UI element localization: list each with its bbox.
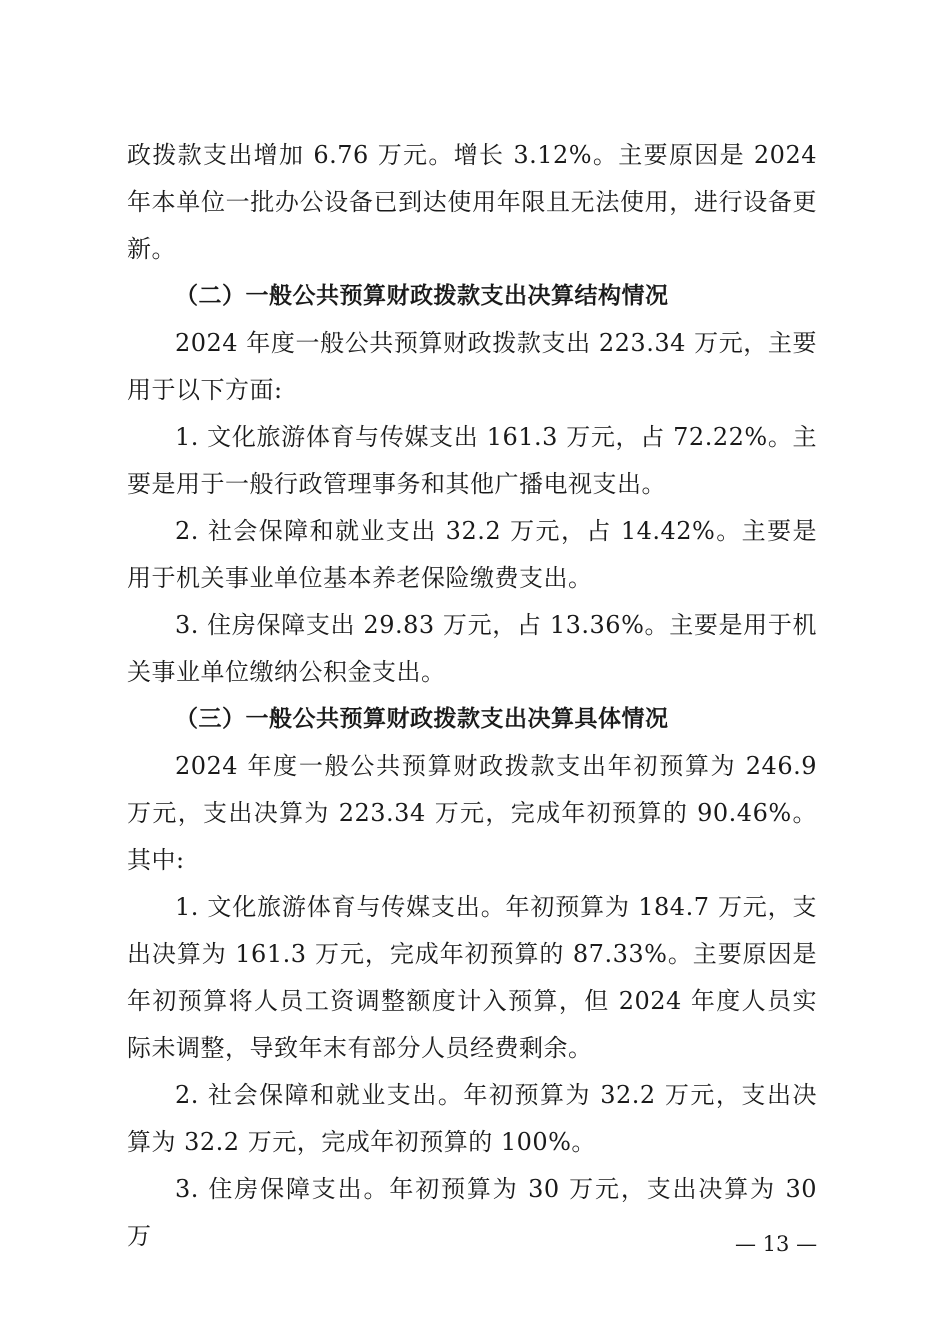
list-item-culture-structure: 1. 文化旅游体育与传媒支出 161.3 万元，占 72.22%。主要是用于一般行政管理事务和其他广播电视支出。 [127, 423, 817, 498]
list-item-social-security-detail: 2. 社会保障和就业支出。年初预算为 32.2 万元，支出决算为 32.2 万元，完成年初预算的 100%。 [127, 1081, 817, 1156]
section-heading-3: （三）一般公共预算财政拨款支出决算具体情况 [175, 706, 669, 732]
list-item-housing-detail: 3. 住房保障支出。年初预算为 30 万元，支出决算为 30 万 [127, 1175, 817, 1250]
section-heading-2: （二）一般公共预算财政拨款支出决算结构情况 [175, 283, 669, 309]
paragraph-structure-summary: 2024 年度一般公共预算财政拨款支出 223.34 万元，主要用于以下方面: [127, 329, 817, 404]
list-item-culture-detail: 1. 文化旅游体育与传媒支出。年初预算为 184.7 万元，支出决算为 161.3 万元，完成年初预算的 87.33%。主要原因是年初预算将人员工资调整额度计入预算，但 2024 年度人员实际未调整，导致年末有部分人员经费剩余。 [127, 893, 817, 1062]
list-item-social-security-structure: 2. 社会保障和就业支出 32.2 万元，占 14.42%。主要是用于机关事业单位基本养老保险缴费支出。 [127, 517, 817, 592]
paragraph-continuation: 政拨款支出增加 6.76 万元。增长 3.12%。主要原因是 2024 年本单位一批办公设备已到达使用年限且无法使用，进行设备更新。 [127, 141, 817, 263]
body-text [127, 132, 817, 1260]
page-number: — 13 — [735, 1232, 818, 1256]
paragraph-detail-summary: 2024 年度一般公共预算财政拨款支出年初预算为 246.9 万元，支出决算为 223.34 万元，完成年初预算的 90.46%。其中: [127, 752, 817, 874]
list-item-housing-structure: 3. 住房保障支出 29.83 万元，占 13.36%。主要是用于机关事业单位缴纳公积金支出。 [127, 611, 817, 686]
